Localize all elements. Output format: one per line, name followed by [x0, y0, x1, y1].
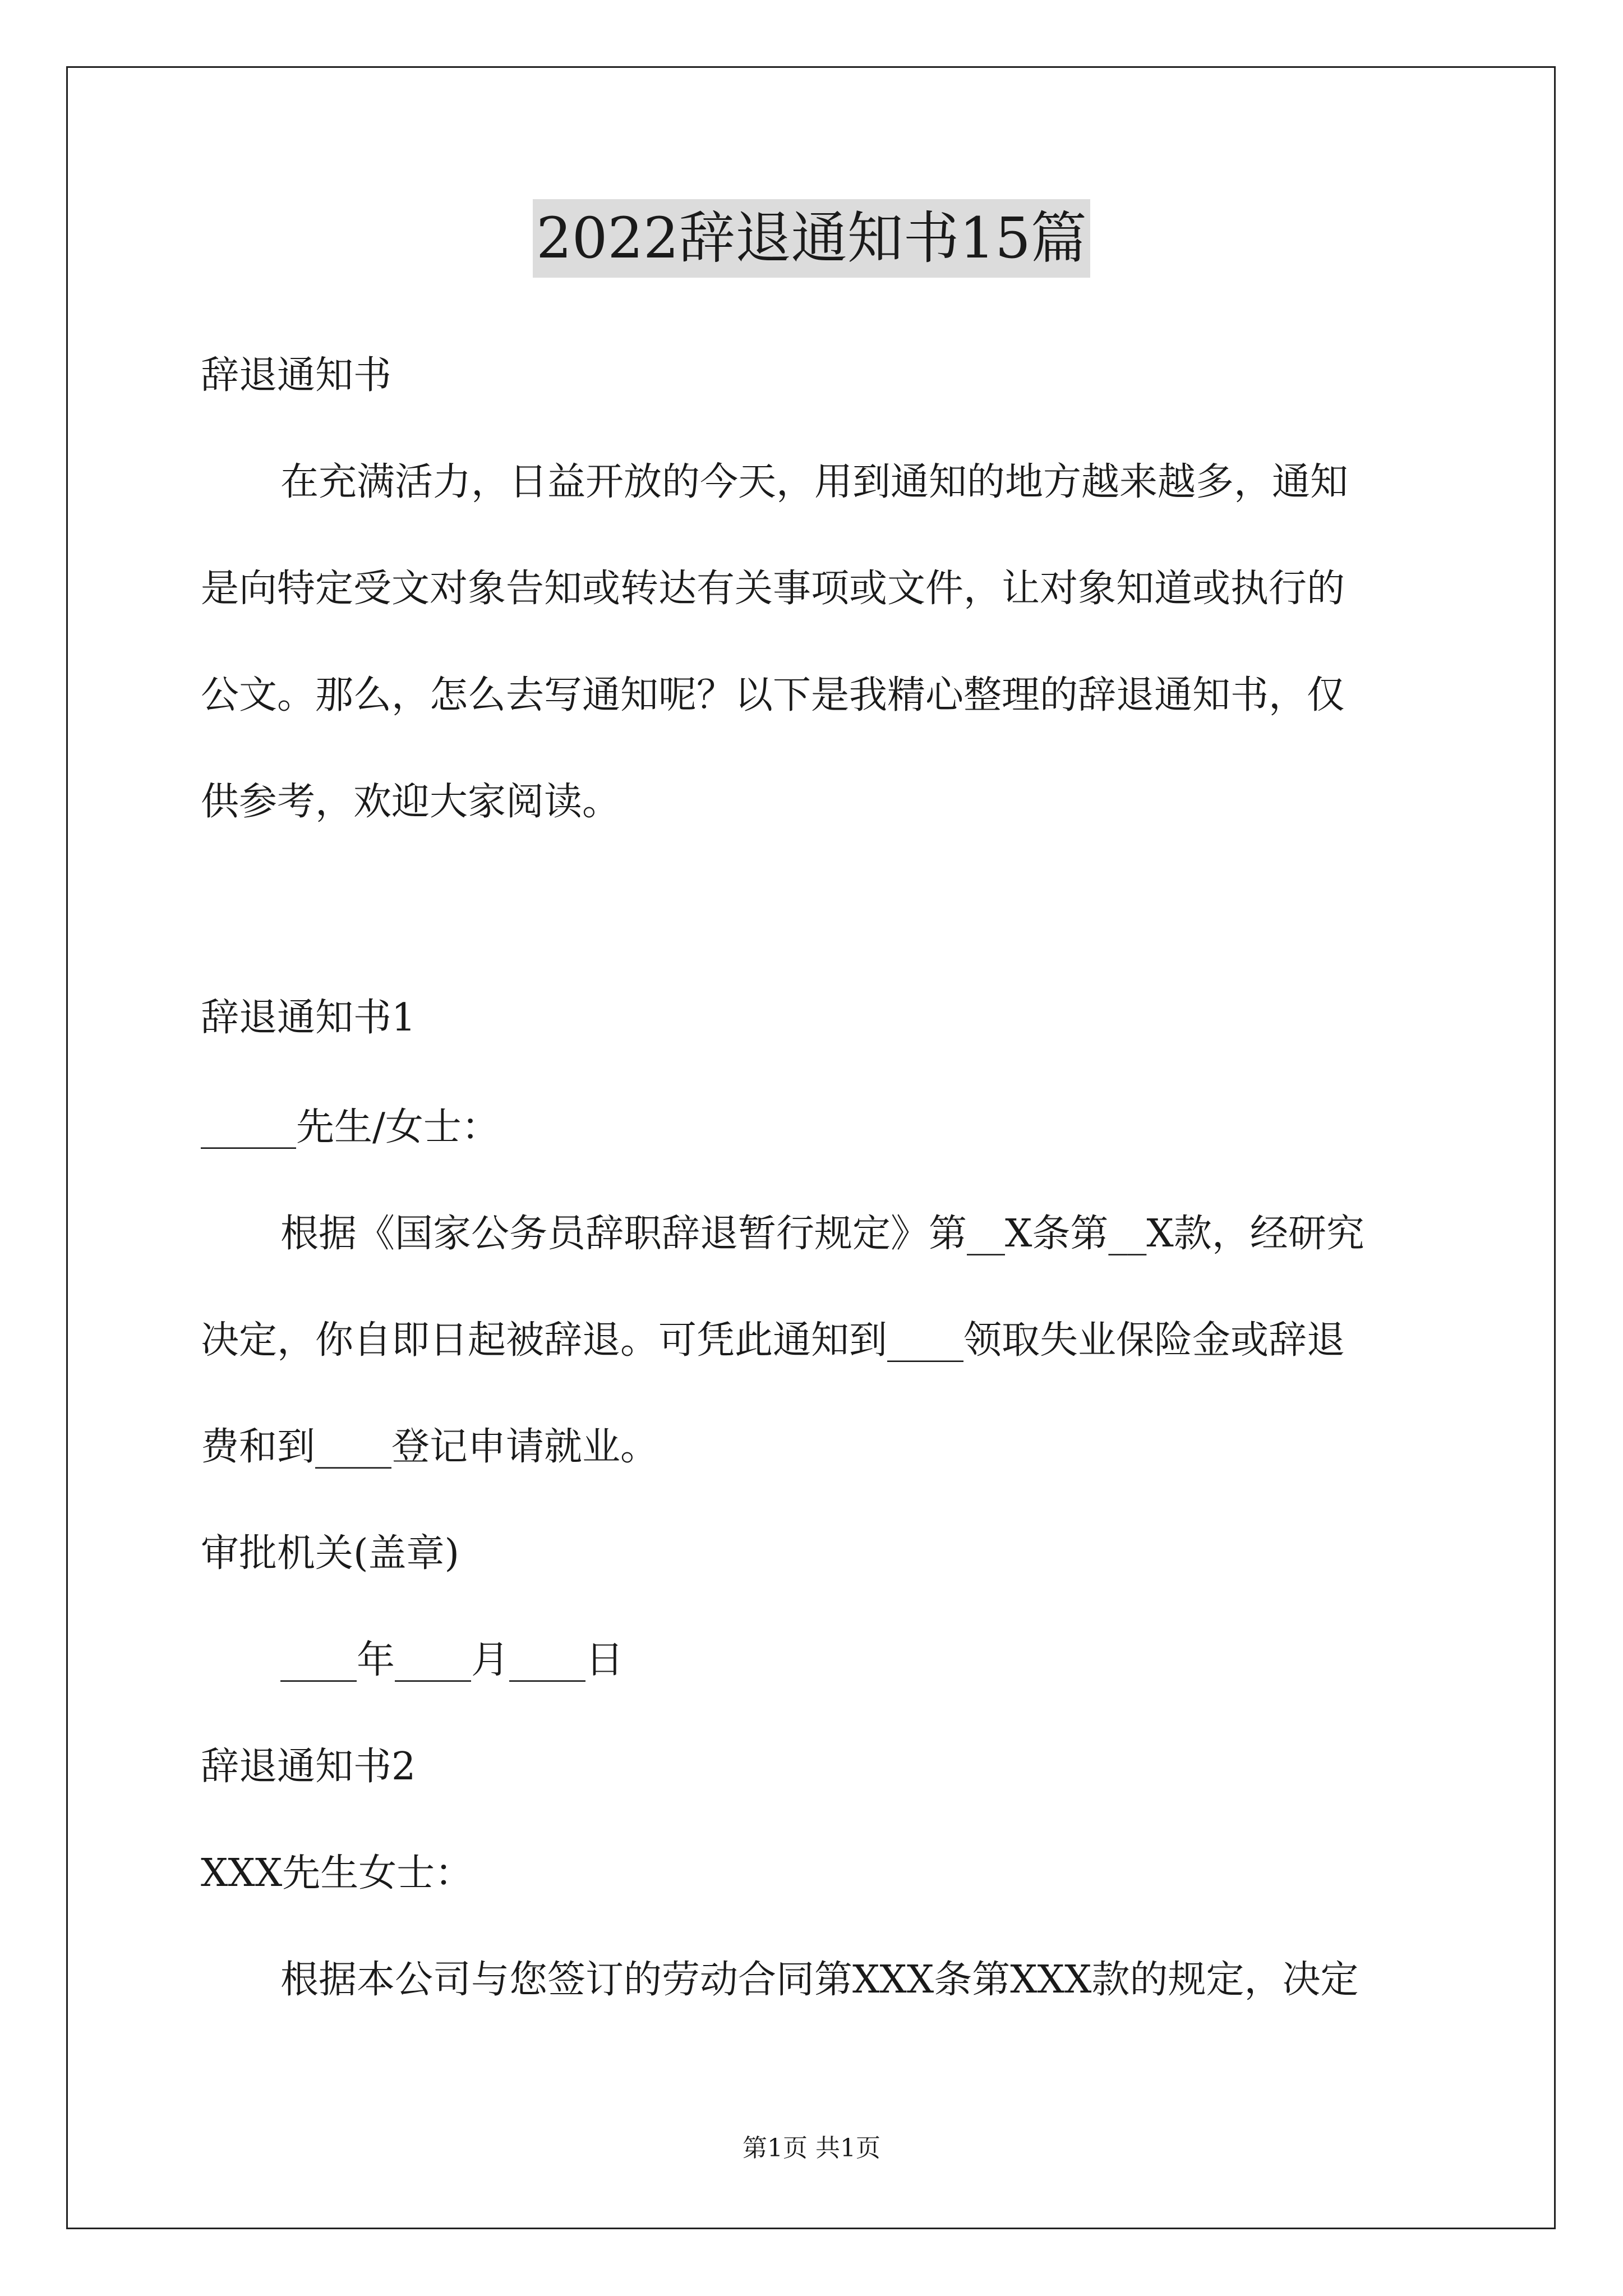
page-footer: 第1页 共1页	[743, 2134, 880, 2162]
approval-authority: 审批机关(盖章)	[201, 1531, 460, 1576]
section-heading-2: 辞退通知书2	[201, 1745, 416, 1789]
salutation-2: XXX先生女士：	[201, 1851, 473, 1895]
paragraph-line: 是向特定受文对象告知或转达有关事项或文件，让对象知道或执行的	[201, 567, 1345, 611]
salutation-1: _____先生/女士：	[201, 1105, 500, 1149]
paragraph-line: 在充满活力，日益开放的今天，用到通知的地方越来越多，通知	[280, 460, 1349, 504]
paragraph-line: 根据本公司与您签订的劳动合同第XXX条第XXX款的规定，决定	[280, 1958, 1359, 2002]
paragraph-line: 费和到____登记申请就业。	[201, 1425, 659, 1469]
paragraph-line: 根据《国家公务员辞职辞退暂行规定》第__X条第__X款，经研究	[280, 1212, 1364, 1256]
title-container	[0, 199, 1623, 278]
intro-heading: 辞退通知书	[201, 353, 392, 398]
document-title: 2022辞退通知书15篇	[533, 199, 1090, 278]
section-heading-1: 辞退通知书1	[201, 996, 416, 1040]
paragraph-line: 供参考，欢迎大家阅读。	[201, 780, 621, 824]
paragraph-line: 公文。那么，怎么去写通知呢？以下是我精心整理的辞退通知书，仅	[201, 673, 1345, 717]
paragraph-line: 决定，你自即日起被辞退。可凭此通知到____领取失业保险金或辞退	[201, 1318, 1345, 1363]
date-line: ____年____月____日	[280, 1638, 624, 1682]
